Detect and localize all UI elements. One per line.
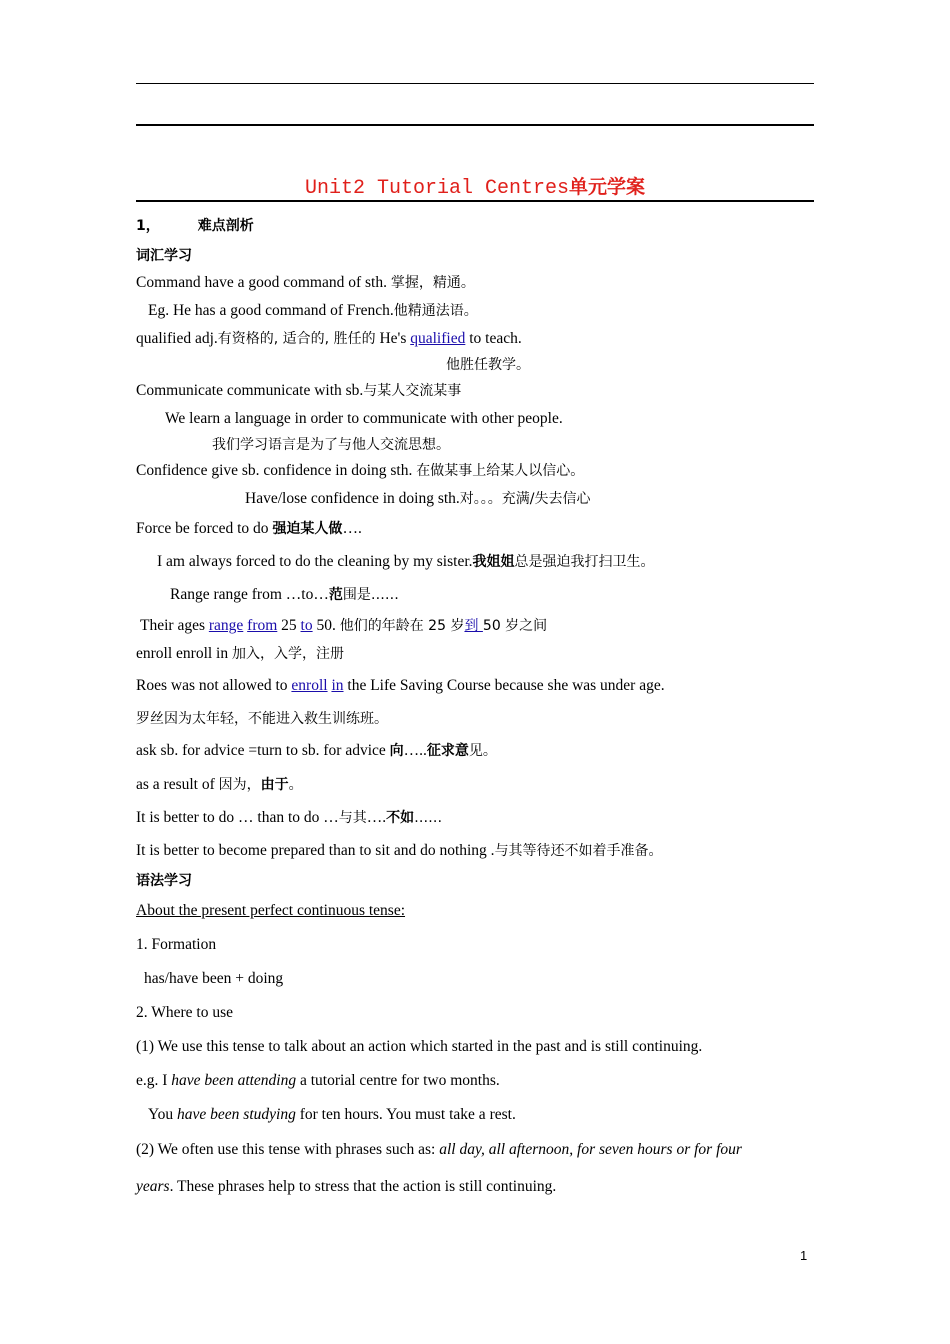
vocab-line-better: It is better to do … than to do …与其….不如…… xyxy=(136,809,443,826)
vocab-line-enroll-eg: Roes was not allowed to enroll in the Life Saving Course because she was under age. xyxy=(136,677,665,694)
grammar-rule-1: (1) We use this tense to talk about an action which started in the past and is still continuing. xyxy=(136,1038,703,1055)
grammar-rule-2-cont: years. These phrases help to stress that the action is still continuing. xyxy=(136,1178,557,1195)
vocab-line-confidence: Confidence give sb. confidence in doing sth. 在做某事上给某人以信心。 xyxy=(136,462,585,479)
title-cn: 单元学案 xyxy=(569,176,646,198)
section-heading: 1， 难点剖析 xyxy=(136,218,254,234)
link-from[interactable]: from xyxy=(247,617,278,634)
link-enroll[interactable]: enroll xyxy=(291,677,328,694)
header-rule-thick xyxy=(136,124,814,126)
header-rule-thin xyxy=(136,83,814,84)
grammar-formula: has/have been + doing xyxy=(144,970,284,987)
vocab-line-range-eg: Their ages range from 25 to 50. 他们的年龄在 25 岁到 50 岁之间 xyxy=(140,617,548,634)
vocab-line-confidence-2: Have/lose confidence in doing sth.对。。。充满/失去信心 xyxy=(245,490,591,507)
page-title xyxy=(136,174,814,202)
title-underline xyxy=(136,200,814,202)
title-en: Unit2 Tutorial Centres xyxy=(304,177,570,200)
vocab-line-range: Range range from …to…范围是…… xyxy=(170,586,399,603)
grammar-example-2: You have been studying for ten hours. You must take a rest. xyxy=(148,1106,516,1123)
link-in[interactable]: in xyxy=(331,677,344,694)
vocab-line-result: as a result of 因为，由于。 xyxy=(136,776,303,793)
vocab-line-communicate-eg: We learn a language in order to communicate with other people. xyxy=(165,410,563,427)
link-qualified[interactable]: qualified xyxy=(410,330,466,347)
vocab-line-command-eg: Eg. He has a good command of French.他精通法语。 xyxy=(148,302,478,319)
page-number: 1 xyxy=(800,1248,808,1263)
grammar-heading: 语法学习 xyxy=(136,873,192,889)
vocab-line-enroll-cn: 罗丝因为太年轻，不能进入救生训练班。 xyxy=(136,711,388,727)
vocab-line-advice: ask sb. for advice =turn to sb. for advice 向…..征求意见。 xyxy=(136,742,497,759)
grammar-example-1: e.g. I have been attending a tutorial centre for two months. xyxy=(136,1072,500,1089)
section-title: 难点剖析 xyxy=(197,218,254,234)
vocab-line-enroll: enroll enroll in 加入，入学，注册 xyxy=(136,645,344,662)
vocab-line-command: Command have a good command of sth. 掌握，精通。 xyxy=(136,274,475,291)
vocab-line-force-eg: I am always forced to do the cleaning by my sister.我姐姐总是强迫我打扫卫生。 xyxy=(157,553,655,570)
link-to[interactable]: to xyxy=(300,617,313,634)
vocab-line-qualified-cn: 他胜任教学。 xyxy=(446,357,530,373)
vocab-line-force: Force be forced to do 强迫某人做…. xyxy=(136,520,362,537)
grammar-intro: About the present perfect continuous tense: xyxy=(136,902,406,919)
vocab-line-better-eg: It is better to become prepared than to sit and do nothing .与其等待还不如着手准备。 xyxy=(136,842,663,859)
vocab-line-communicate: Communicate communicate with sb.与某人交流某事 xyxy=(136,382,462,399)
vocab-heading: 词汇学习 xyxy=(136,248,192,264)
grammar-rule-2: (2) We often use this tense with phrases such as: all day, all afternoon, for seven hours or for four xyxy=(136,1141,742,1158)
grammar-formation: 1. Formation xyxy=(136,936,217,953)
vocab-line-qualified: qualified adj.有资格的, 适合的, 胜任的 He's qualified to teach. xyxy=(136,330,522,347)
link-dao[interactable]: 到 xyxy=(464,618,483,634)
vocab-line-communicate-cn: 我们学习语言是为了与他人交流思想。 xyxy=(212,437,450,453)
grammar-usage: 2. Where to use xyxy=(136,1004,233,1021)
link-range[interactable]: range xyxy=(208,617,244,634)
